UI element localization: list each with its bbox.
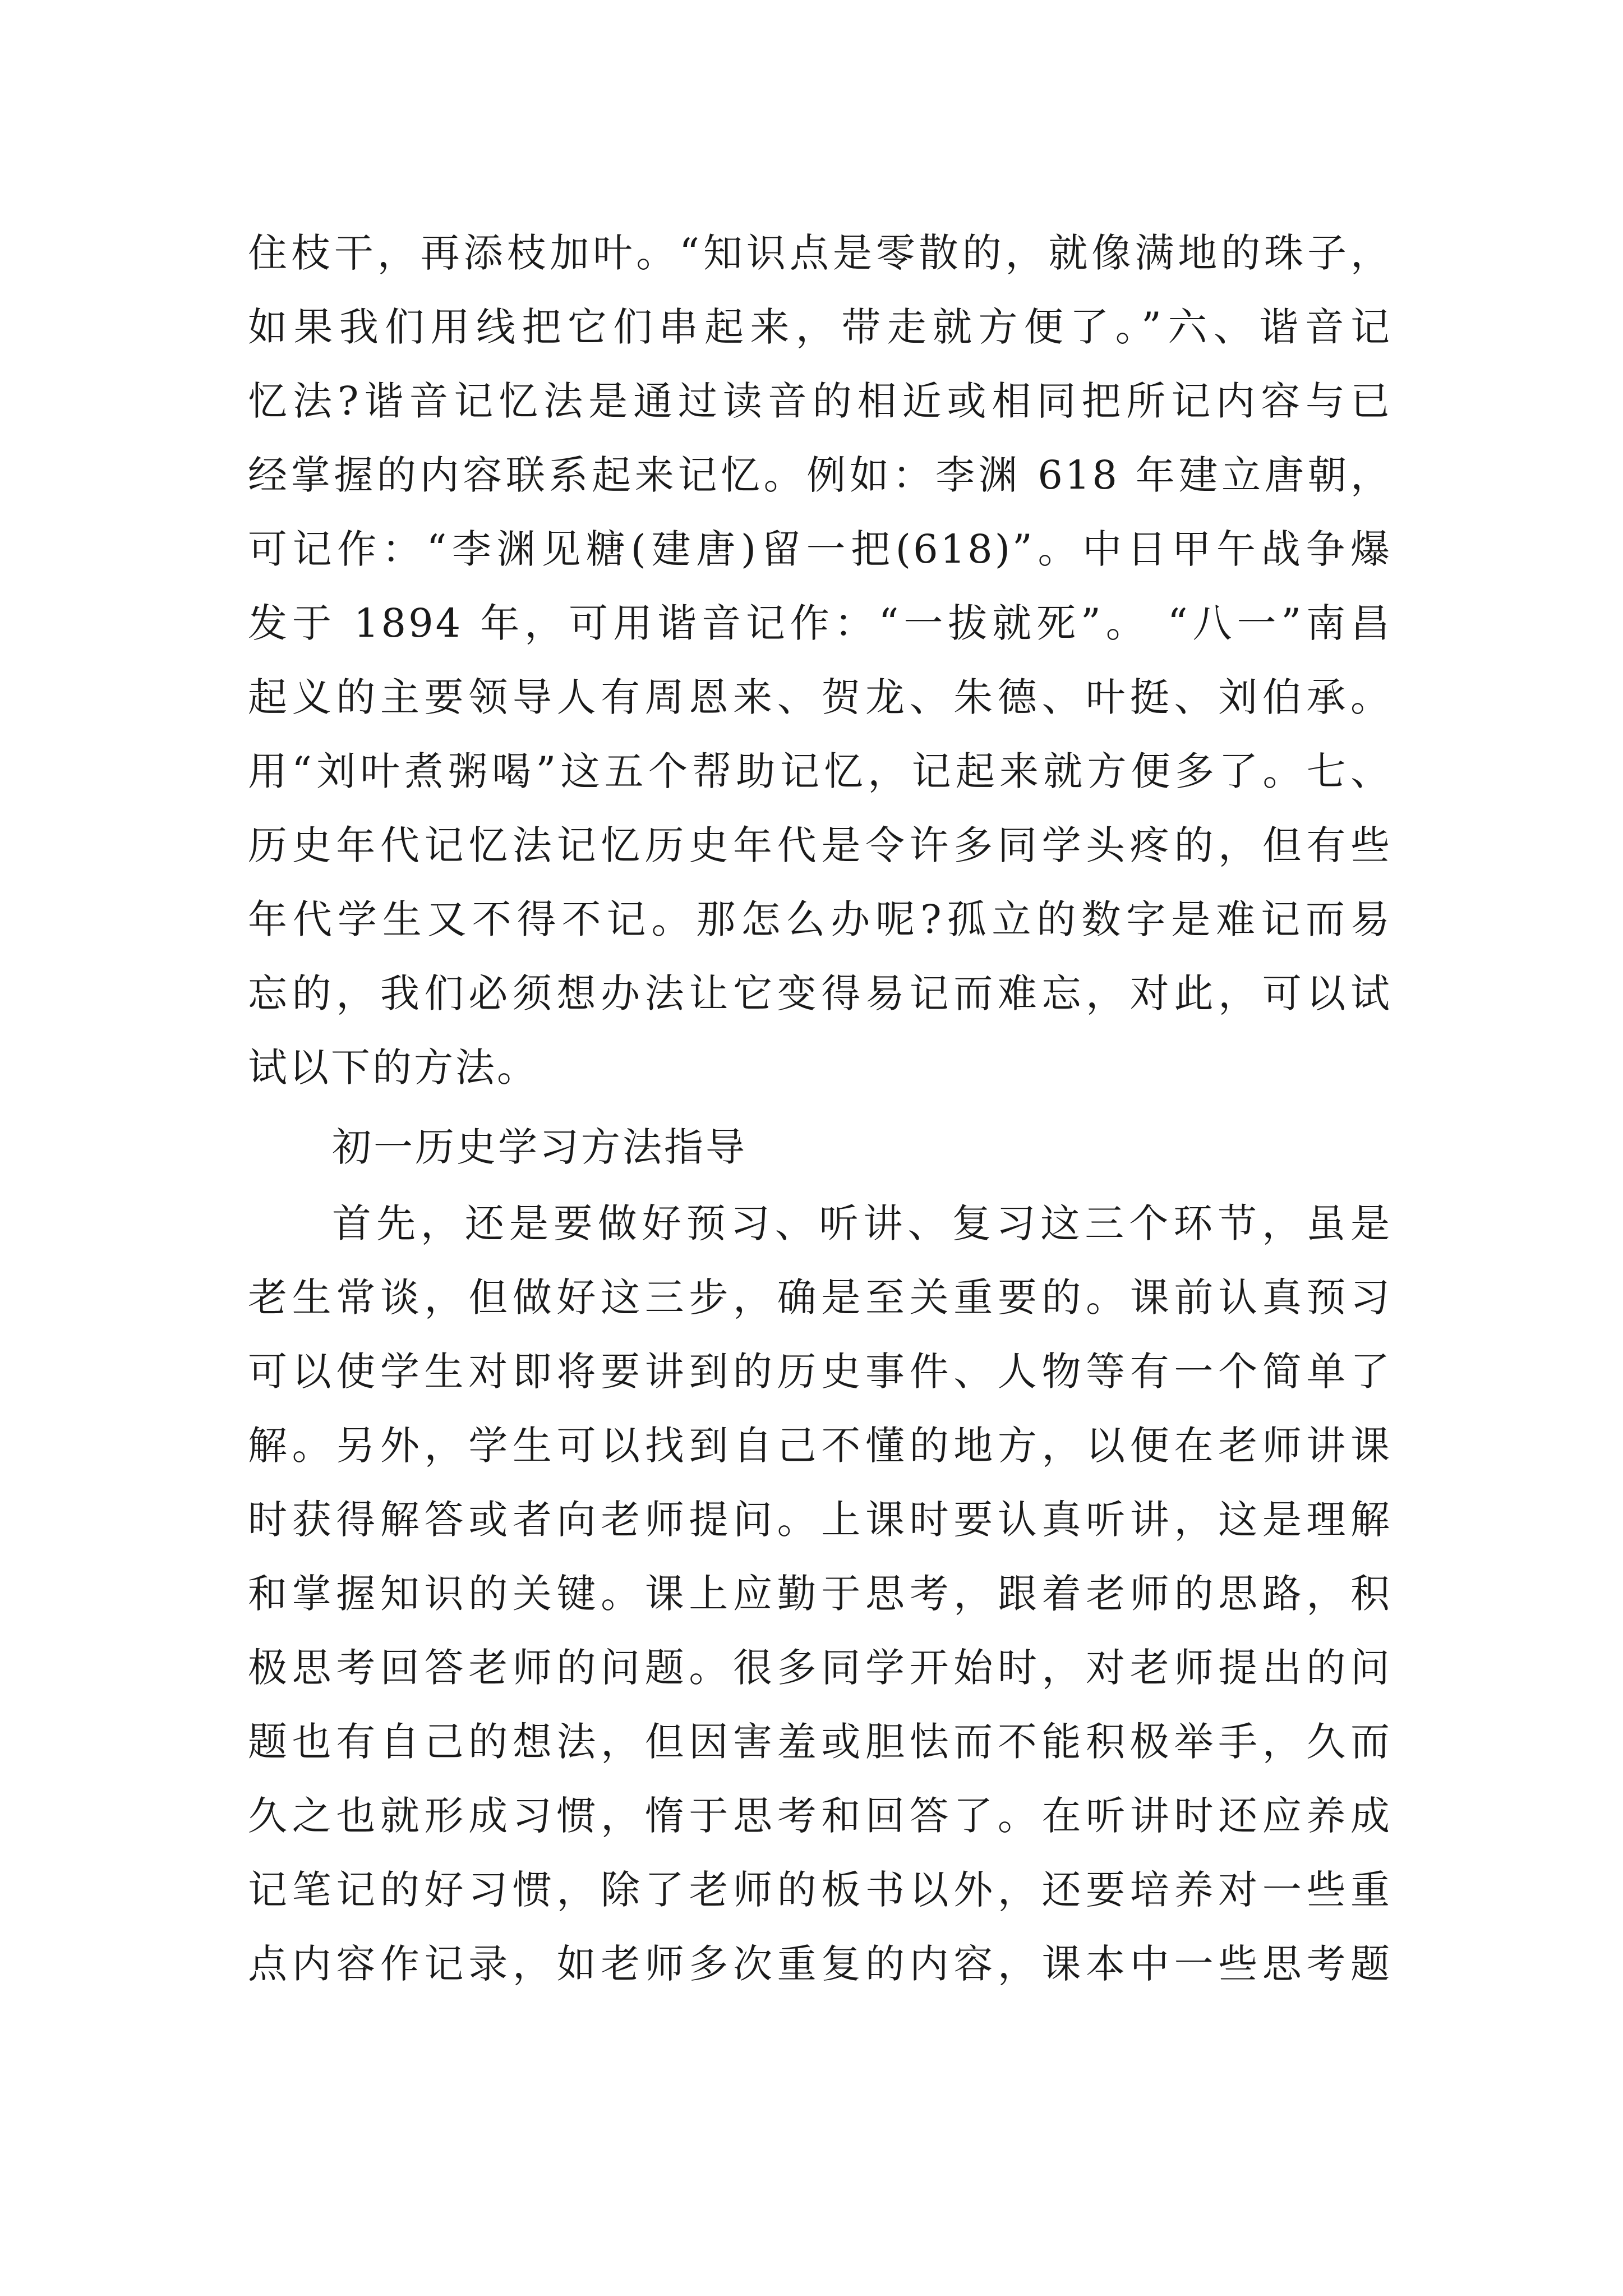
text-line: 起义的主要领导人有周恩来、贺龙、朱德、叶挺、刘伯承。: [248, 674, 1392, 720]
section-heading: 初一历史学习方法指导: [332, 1124, 747, 1170]
text-line: 历史年代记忆法记忆历史年代是令许多同学头疼的，但有些: [248, 822, 1392, 868]
text-line: 忘的，我们必须想办法让它变得易记而难忘，对此，可以试: [248, 970, 1392, 1016]
text-line: 极思考回答老师的问题。很多同学开始时，对老师提出的问: [248, 1645, 1392, 1691]
text-line: 可记作：“李渊见糖(建唐)留一把(618)”。中日甲午战争爆: [248, 526, 1392, 572]
text-line: 点内容作记录，如老师多次重复的内容，课本中一些思考题: [248, 1941, 1392, 1987]
text-line: 忆法?谐音记忆法是通过读音的相近或相同把所记内容与已: [248, 378, 1392, 424]
text-line: 年代学生又不得不记。那怎么办呢?孤立的数字是难记而易: [248, 896, 1392, 942]
text-line: 和掌握知识的关键。课上应勤于思考，跟着老师的思路，积: [248, 1571, 1392, 1617]
text-line: 用“刘叶煮粥喝”这五个帮助记忆，记起来就方便多了。七、: [248, 748, 1392, 794]
text-line: 记笔记的好习惯，除了老师的板书以外，还要培养对一些重: [248, 1867, 1392, 1913]
text-line: 住枝干，再添枝加叶。“知识点是零散的，就像满地的珠子，: [248, 230, 1392, 276]
text-line: 发于 1894 年，可用谐音记作：“一拔就死”。 “八一”南昌: [248, 600, 1392, 646]
text-line: 时获得解答或者向老师提问。上课时要认真听讲，这是理解: [248, 1497, 1392, 1543]
paragraph-1: [248, 216, 1392, 1105]
text-line: 解。另外，学生可以找到自己不懂的地方，以便在老师讲课: [248, 1423, 1392, 1469]
text-line: 久之也就形成习惯，惰于思考和回答了。在听讲时还应养成: [248, 1793, 1392, 1839]
text-line: 题也有自己的想法，但因害羞或胆怯而不能积极举手，久而: [248, 1719, 1392, 1765]
text-line: 试以下的方法。: [248, 1045, 538, 1091]
text-line: 经掌握的内容联系起来记忆。例如：李渊 618 年建立唐朝，: [248, 452, 1392, 498]
text-line: 首先，还是要做好预习、听讲、复习这三个环节，虽是: [332, 1200, 1392, 1246]
text-line: 如果我们用线把它们串起来，带走就方便了。”六、谐音记: [248, 304, 1392, 350]
paragraph-2: [248, 1186, 1392, 2001]
document-body: [248, 216, 1392, 2001]
text-line: 可以使学生对即将要讲到的历史事件、人物等有一个简单了: [248, 1349, 1392, 1395]
text-line: 老生常谈，但做好这三步，确是至关重要的。课前认真预习: [248, 1274, 1392, 1320]
